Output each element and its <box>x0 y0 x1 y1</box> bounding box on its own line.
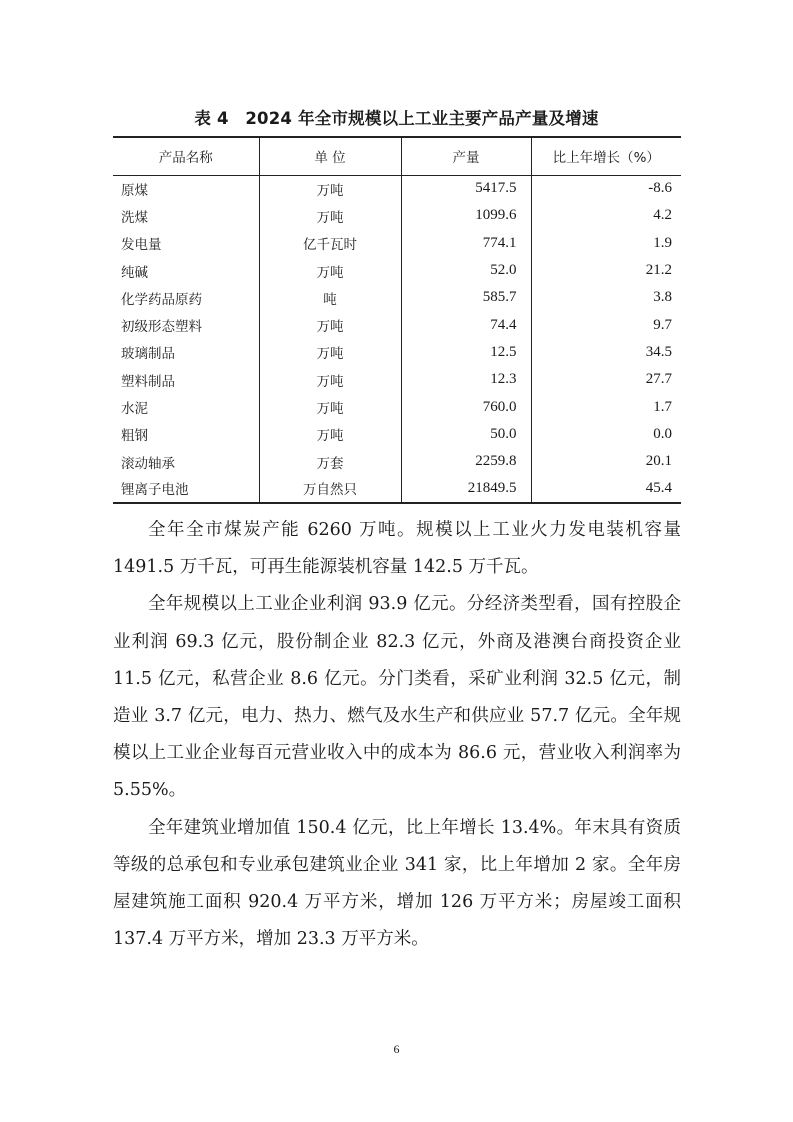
cell-output: 774.1 <box>401 230 531 257</box>
cell-unit: 吨 <box>259 284 401 311</box>
cell-product-name: 发电量 <box>121 237 162 254</box>
paragraph-industrial-profit: 全年规模以上工业企业利润 93.9 亿元。分经济类型看，国有控股企业利润 69.3 亿元，股份制企业 82.3 亿元，外商及港澳台商投资企业 11.5 亿元，私营企业 8.6 亿元。分门类看，采矿业利润 32.5 亿元，制造业 3.7 亿元，电力、热力、燃气及水生产和供应业 57.7 亿元。全年规模以上工业企业每百元营业收入中的成本为 86.6 元，营业收入利润率为 5.55%。 <box>113 594 681 801</box>
cell-output: 5417.5 <box>401 175 531 202</box>
cell-product-name: 塑料制品 <box>121 373 175 390</box>
cell-output: 12.3 <box>401 366 531 393</box>
table-row <box>113 311 681 338</box>
cell-product-name: 化学药品原药 <box>121 291 202 308</box>
cell-product-name: 粗钢 <box>121 428 148 445</box>
cell-unit: 万吨 <box>259 311 401 338</box>
cell-product-name: 滚动轴承 <box>121 455 175 472</box>
cell-output: 2259.8 <box>401 448 531 475</box>
cell-output: 1099.6 <box>401 202 531 229</box>
cell-growth: 27.7 <box>531 366 681 393</box>
cell-growth: 34.5 <box>531 339 681 366</box>
table-title: 表 4 2024 年全市规模以上工业主要产品产量及增速 <box>194 109 599 128</box>
table-row <box>113 230 681 257</box>
table-row <box>113 257 681 284</box>
cell-unit: 万吨 <box>259 393 401 420</box>
table-row <box>113 393 681 420</box>
cell-output: 760.0 <box>401 393 531 420</box>
cell-output: 585.7 <box>401 284 531 311</box>
cell-growth: 21.2 <box>531 257 681 284</box>
header-growth: 比上年增长（%） <box>531 137 681 175</box>
cell-unit: 万吨 <box>259 257 401 284</box>
paragraph-construction: 全年建筑业增加值 150.4 亿元，比上年增长 13.4%。年末具有资质等级的总承包和专业承包建筑业企业 341 家，比上年增加 2 家。全年房屋建筑施工面积 920.4 万平方米，增加 126 万平方米；房屋竣工面积 137.4 万平方米，增加 23.3 万平方米。 <box>113 817 681 950</box>
body-text <box>113 512 681 958</box>
table-row <box>113 475 681 502</box>
paragraph-coal-capacity: 全年全市煤炭产能 6260 万吨。规模以上工业火力发电装机容量 1491.5 万千瓦，可再生能源装机容量 142.5 万千瓦。 <box>113 520 681 578</box>
cell-unit: 万吨 <box>259 175 401 202</box>
cell-growth: -8.6 <box>531 175 681 202</box>
cell-growth: 20.1 <box>531 448 681 475</box>
cell-growth: 3.8 <box>531 284 681 311</box>
cell-growth: 1.7 <box>531 393 681 420</box>
cell-unit: 亿千瓦时 <box>259 230 401 257</box>
table-body <box>113 175 681 503</box>
table-row <box>113 339 681 366</box>
cell-output: 21849.5 <box>401 475 531 502</box>
cell-product-name: 纯碱 <box>121 264 148 281</box>
table-row <box>113 448 681 475</box>
table-header-row <box>113 137 681 175</box>
cell-growth: 4.2 <box>531 202 681 229</box>
table-row <box>113 284 681 311</box>
cell-output: 50.0 <box>401 421 531 448</box>
cell-growth: 0.0 <box>531 421 681 448</box>
cell-product-name: 洗煤 <box>121 209 148 226</box>
product-output-table <box>113 136 681 504</box>
cell-product-name: 原煤 <box>121 182 148 199</box>
cell-product-name: 水泥 <box>121 401 148 418</box>
cell-output: 74.4 <box>401 311 531 338</box>
cell-unit: 万吨 <box>259 421 401 448</box>
header-output: 产量 <box>401 137 531 175</box>
cell-unit: 万套 <box>259 448 401 475</box>
cell-growth: 45.4 <box>531 475 681 502</box>
cell-unit: 万吨 <box>259 202 401 229</box>
header-product-name: 产品名称 <box>113 137 259 175</box>
cell-product-name: 初级形态塑料 <box>121 319 202 336</box>
cell-unit: 万吨 <box>259 366 401 393</box>
cell-growth: 9.7 <box>531 311 681 338</box>
header-unit: 单 位 <box>259 137 401 175</box>
table-row <box>113 421 681 448</box>
table-row <box>113 366 681 393</box>
cell-unit: 万自然只 <box>259 475 401 502</box>
cell-product-name: 锂离子电池 <box>113 475 259 502</box>
cell-product-name: 玻璃制品 <box>121 346 175 363</box>
page-number: 6 <box>393 1042 400 1056</box>
cell-growth: 1.9 <box>531 230 681 257</box>
table-row <box>113 175 681 202</box>
table-row <box>113 202 681 229</box>
cell-output: 12.5 <box>401 339 531 366</box>
cell-output: 52.0 <box>401 257 531 284</box>
cell-unit: 万吨 <box>259 339 401 366</box>
